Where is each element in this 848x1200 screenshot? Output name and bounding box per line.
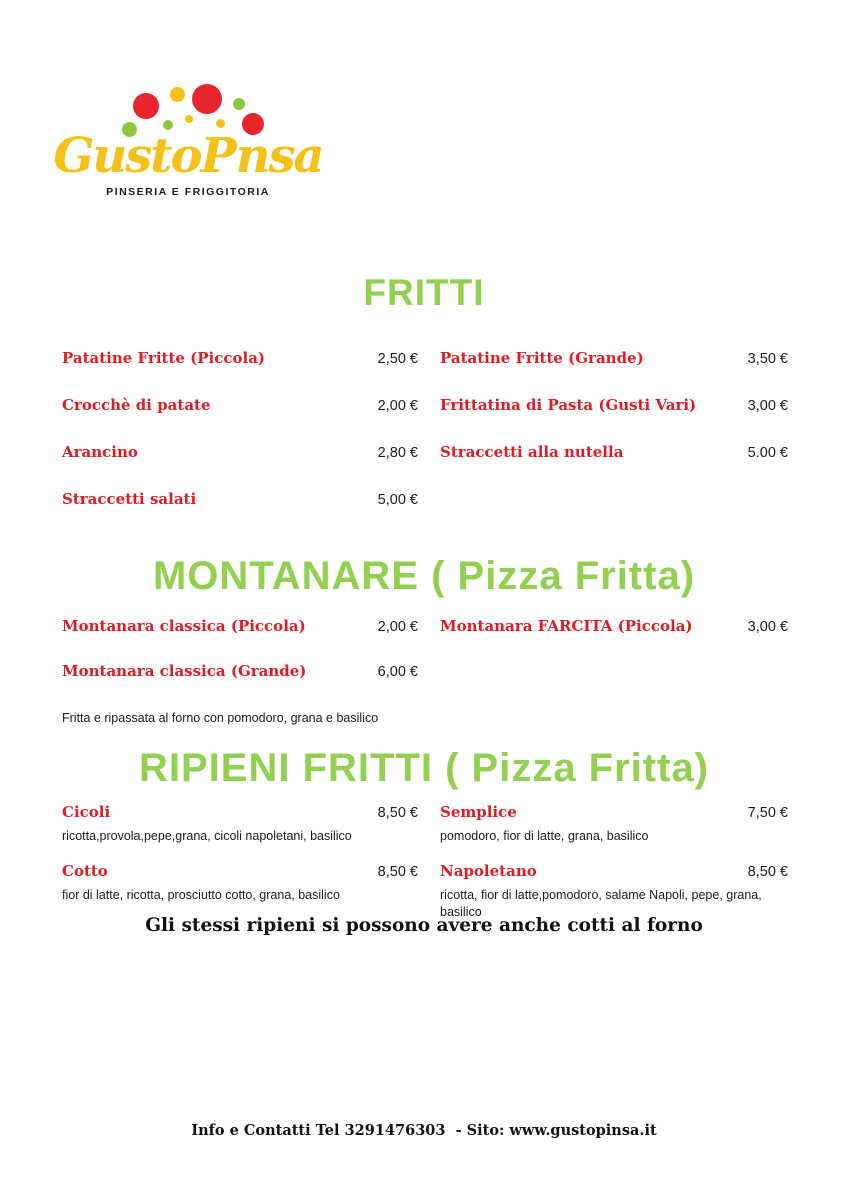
menu-item xyxy=(440,442,788,489)
montanare-left-column xyxy=(62,616,418,727)
item-name: Montanara FARCITA (Piccola) xyxy=(440,617,693,635)
item-price: 8,50 € xyxy=(377,805,418,821)
section-title-fritti: FRITTI xyxy=(363,272,485,313)
menu-item xyxy=(62,861,418,904)
item-price: 3,00 € xyxy=(747,619,788,635)
item-name: Straccetti salati xyxy=(62,490,197,508)
section-title-ripieni: RIPIENI FRITTI ( Pizza Fritta) xyxy=(138,746,710,790)
menu-item xyxy=(62,616,418,661)
item-description: ricotta, fior di latte,pomodoro, salame Napoli, pepe, grana, basilico xyxy=(440,888,762,919)
item-price: 5,00 € xyxy=(377,492,418,508)
item-price: 3,00 € xyxy=(747,398,788,414)
item-price: 6,00 € xyxy=(377,664,418,680)
item-description: ricotta,provola,pepe,grana, cicoli napoletani, basilico xyxy=(62,829,352,843)
logo-dot-red xyxy=(192,84,222,114)
menu-item xyxy=(62,348,418,395)
menu-item xyxy=(440,802,788,845)
item-name: Cicoli xyxy=(62,803,111,821)
item-price: 8,50 € xyxy=(377,864,418,880)
brand-subtitle: PINSERIA E FRIGGITORIA xyxy=(106,186,270,198)
item-price: 2,00 € xyxy=(377,619,418,635)
item-price: 3,50 € xyxy=(747,351,788,367)
brand-name-part2: nsa xyxy=(235,128,323,184)
item-name: Frittatina di Pasta (Gusti Vari) xyxy=(440,396,697,414)
logo-dot-yellow xyxy=(170,87,185,102)
menu-item xyxy=(62,395,418,442)
item-name: Straccetti alla nutella xyxy=(440,443,624,461)
menu-item xyxy=(440,861,788,921)
fritti-left-column xyxy=(62,348,418,536)
item-price: 7,50 € xyxy=(747,805,788,821)
item-price: 2,00 € xyxy=(377,398,418,414)
item-description: Fritta e ripassata al forno con pomodoro, grana e basilico xyxy=(62,711,379,725)
montanare-right-column xyxy=(440,616,788,727)
menu-item xyxy=(440,348,788,395)
fritti-items xyxy=(62,348,788,536)
menu-item xyxy=(62,802,418,845)
fritti-right-column xyxy=(440,348,788,536)
item-description: pomodoro, fior di latte, grana, basilico xyxy=(440,829,649,843)
item-name: Patatine Fritte (Grande) xyxy=(440,349,644,367)
item-price: 2,50 € xyxy=(377,351,418,367)
item-name: Cotto xyxy=(62,862,108,880)
item-name: Napoletano xyxy=(440,862,537,880)
item-price: 5.00 € xyxy=(747,445,788,461)
brand-logo xyxy=(53,84,323,202)
logo-dot-yellow xyxy=(216,119,225,128)
menu-item xyxy=(62,442,418,489)
item-name: Patatine Fritte (Piccola) xyxy=(62,349,266,367)
menu-item xyxy=(440,616,788,661)
item-description: fior di latte, ricotta, prosciutto cotto, grana, basilico xyxy=(62,888,340,902)
logo-dot-red xyxy=(133,93,159,119)
menu-item xyxy=(62,489,418,536)
brand-name xyxy=(53,128,323,184)
item-price: 2,80 € xyxy=(377,445,418,461)
logo-dot-yellow xyxy=(185,115,193,123)
section-title-montanare: MONTANARE ( Pizza Fritta) xyxy=(152,554,696,598)
menu-item xyxy=(62,661,418,706)
item-price: 8,50 € xyxy=(747,864,788,880)
montanare-items xyxy=(62,616,788,727)
item-name: Arancino xyxy=(62,443,138,461)
item-name: Semplice xyxy=(440,803,517,821)
footer-contact: Info e Contatti Tel 3291476303 - Sito: www.gustopinsa.it xyxy=(191,1122,657,1139)
item-name: Montanara classica (Piccola) xyxy=(62,617,306,635)
logo-dot-green xyxy=(233,98,245,110)
brand-name-part1: GustoP xyxy=(53,128,235,184)
item-name: Crocchè di patate xyxy=(62,396,211,414)
item-name: Montanara classica (Grande) xyxy=(62,662,307,680)
oven-option-note: Gli stessi ripieni si possono avere anche cotti al forno xyxy=(145,915,703,936)
menu-item xyxy=(440,395,788,442)
